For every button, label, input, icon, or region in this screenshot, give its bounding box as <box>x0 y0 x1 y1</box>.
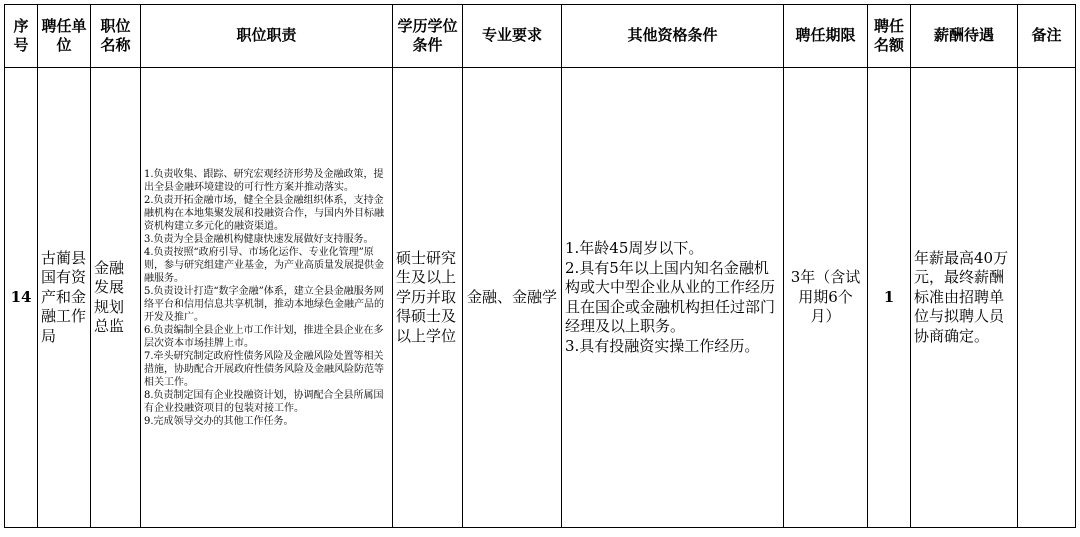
header-other: 其他资格条件 <box>562 5 784 68</box>
duty-item: 3.负责为全县金融机构健康快速发展做好支持服务。 <box>144 233 374 245</box>
cell-unit: 古蔺县国有资产和金融工作局 <box>38 68 91 528</box>
cell-education: 硕士研究生及以上学历并取得硕士及以上学位 <box>393 68 463 528</box>
cell-quota: 1 <box>868 68 911 528</box>
duty-item: 7.牵头研究制定政府性债务风险及金融风险处置等相关措施，协助配合开展政府性债务风险及金融风险防范等相关工作。 <box>144 350 384 388</box>
cell-duties <box>141 68 393 528</box>
requirement-item: 1.年龄45周岁以下。 <box>565 239 704 257</box>
header-salary: 薪酬待遇 <box>911 5 1018 68</box>
duty-item: 1.负责收集、跟踪、研究宏观经济形势及金融政策，提出全县金融环境建设的可行性方案并推动落实。 <box>144 168 384 193</box>
header-quota: 聘任名额 <box>868 5 911 68</box>
job-posting-table <box>4 4 1076 528</box>
requirement-item: 2.具有5年以上国内知名金融机构或大中型企业从业的工作经历且在国企或金融机构担任过部门经理及以上职务。 <box>565 258 776 335</box>
header-major: 专业要求 <box>463 5 562 68</box>
header-seq: 序号 <box>5 5 38 68</box>
duty-item: 5.负责设计打造“数字金融”体系，建立全县金融服务网络平台和信用信息共享机制，推动本地绿色金融产品的开发及推广。 <box>144 285 384 323</box>
header-education: 学历学位条件 <box>393 5 463 68</box>
duty-item: 8.负责制定国有企业投融资计划，协调配合全县所属国有企业投融资项目的包装对接工作。 <box>144 389 384 414</box>
header-position: 职位名称 <box>91 5 141 68</box>
cell-position: 金融发展规划总监 <box>91 68 141 528</box>
header-unit: 聘任单位 <box>38 5 91 68</box>
header-term: 聘任期限 <box>784 5 868 68</box>
duty-item: 4.负责按照“政府引导、市场化运作、专业化管理”原则，参与研究组建产业基金，为产业高质量发展提供金融服务。 <box>144 246 384 284</box>
header-duties: 职位职责 <box>141 5 393 68</box>
header-notes: 备注 <box>1018 5 1076 68</box>
cell-other-requirements <box>562 68 784 528</box>
requirement-item: 3.具有投融资实操工作经历。 <box>565 336 760 355</box>
cell-notes <box>1018 68 1076 528</box>
duty-item: 6.负责编制全县企业上市工作计划，推进全县企业在多层次资本市场挂牌上市。 <box>144 324 384 349</box>
duty-item: 9.完成领导交办的其他工作任务。 <box>144 415 294 427</box>
table-row <box>5 68 1076 528</box>
header-row <box>5 5 1076 68</box>
cell-term: 3年（含试用期6个月） <box>784 68 868 528</box>
cell-salary: 年薪最高40万元，最终薪酬标准由招聘单位与拟聘人员协商确定。 <box>911 68 1018 528</box>
cell-major: 金融、金融学 <box>463 68 562 528</box>
duty-item: 2.负责开拓金融市场，健全全县金融组织体系，支持金融机构在本地集聚发展和投融资合作，与国内外目标融资机构建立多元化的融资渠道。 <box>144 194 384 232</box>
cell-seq: 14 <box>5 68 38 528</box>
